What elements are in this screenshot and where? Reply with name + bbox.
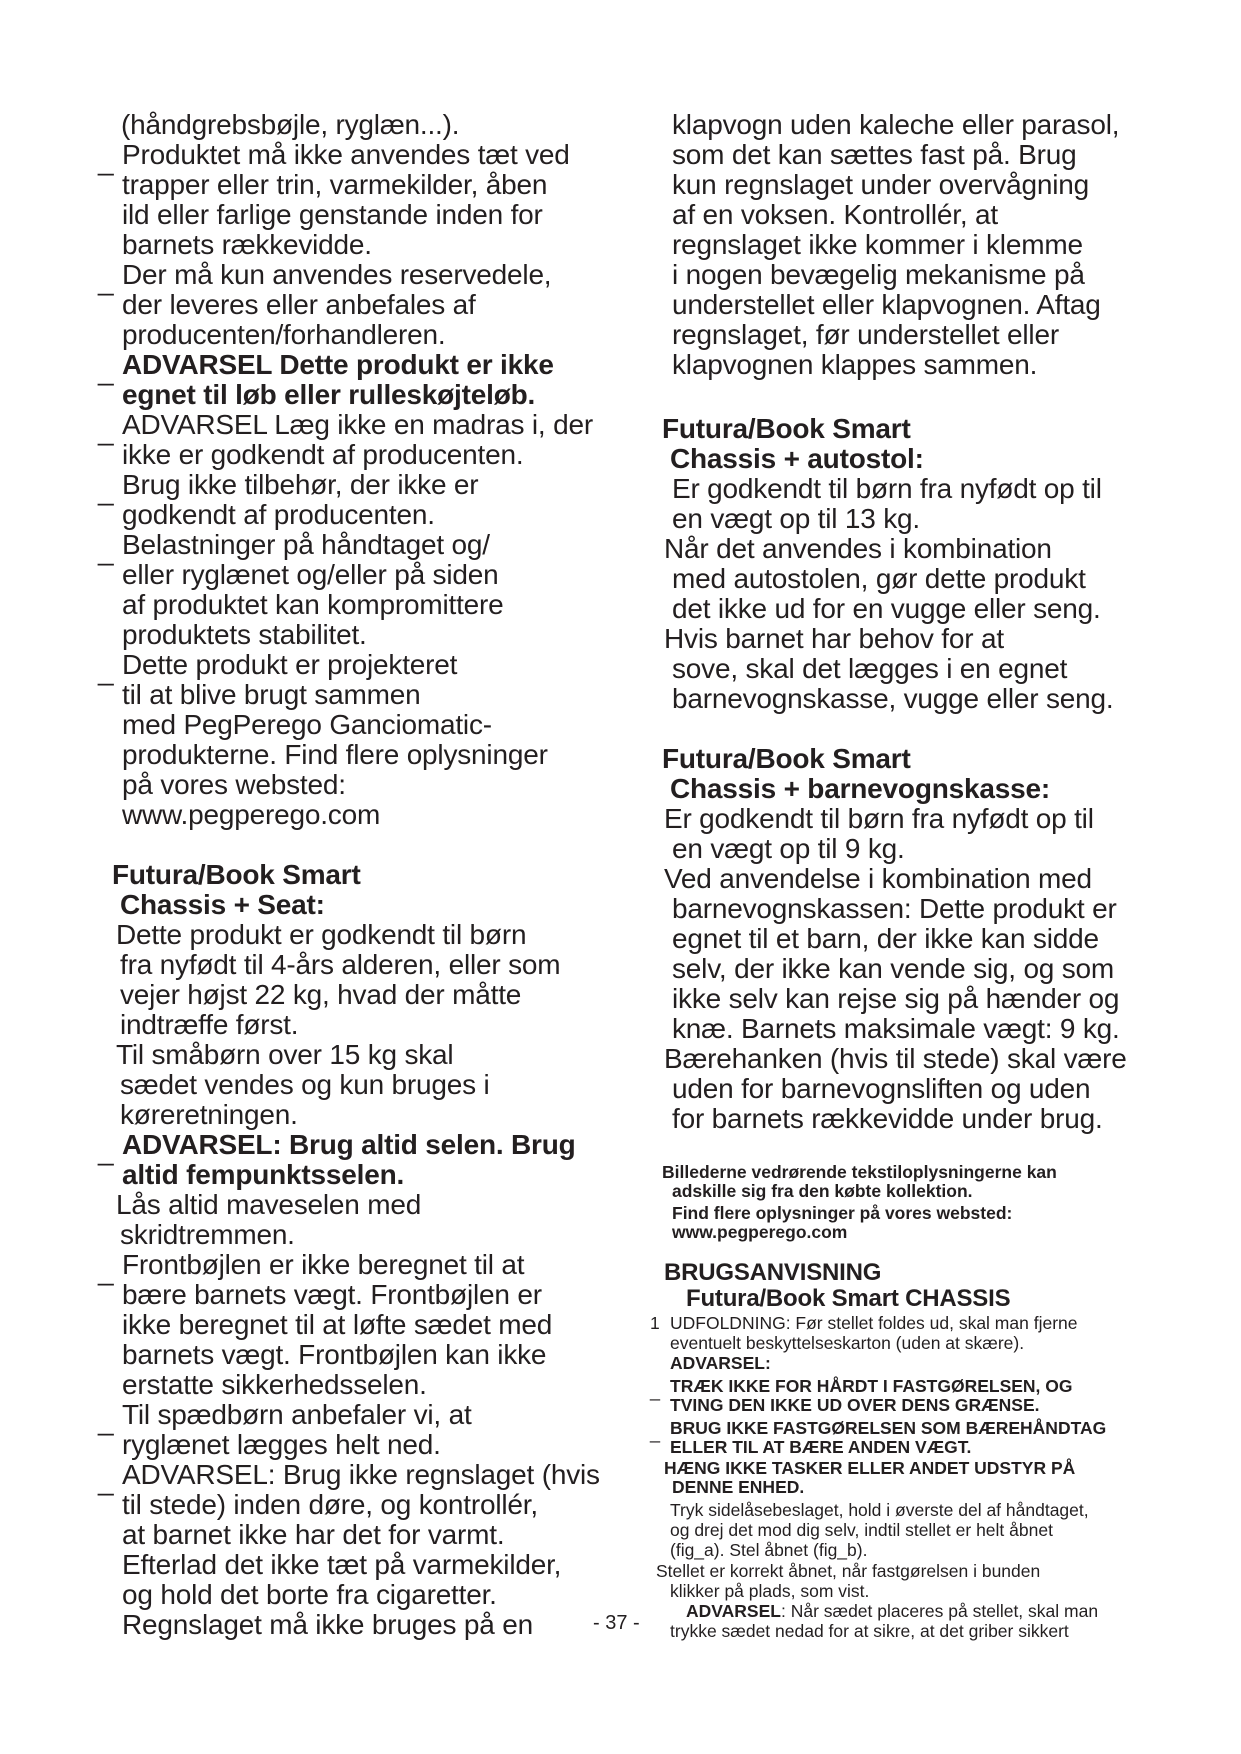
warning-line: HÆNG IKKE TASKER ELLER ANDET UDSTYR PÅ [664, 1458, 1076, 1478]
text-line: barnevognskassen: Dette produkt er [672, 893, 1117, 924]
bullet-dash: _ [98, 145, 114, 176]
text-line: Til spædbørn anbefaler vi, at [122, 1399, 472, 1430]
warning-line: altid fempunktsselen. [122, 1159, 405, 1190]
text-line: ild eller farlige genstande inden for [122, 199, 543, 230]
text-line: ADVARSEL: Brug ikke regnslaget (hvis [122, 1459, 600, 1490]
text-line: understellet eller klapvognen. Aftag [672, 289, 1101, 320]
section-heading: Chassis + Seat: [120, 889, 325, 920]
section-heading: Futura/Book Smart [662, 743, 911, 774]
text-line: til at blive brugt sammen [122, 679, 421, 710]
text-line: produkterne. Find flere oplysninger [122, 739, 548, 770]
text-line: erstatte sikkerhedsselen. [122, 1369, 427, 1400]
text-line: Dette produkt er godkendt til børn [116, 919, 527, 950]
text-line: det ikke ud for en vugge eller seng. [672, 593, 1101, 624]
bullet-dash: _ [98, 1405, 114, 1436]
text-line: Produktet må ikke anvendes tæt ved [122, 139, 570, 170]
text-line: Dette produkt er projekteret [122, 649, 458, 680]
text-line: barnets vægt. Frontbøjlen kan ikke [122, 1339, 547, 1370]
text-line: producenten/forhandleren. [122, 319, 446, 350]
bullet-dash: _ [98, 265, 114, 296]
text-line: produktets stabilitet. [122, 619, 367, 650]
bullet-dash: _ [98, 475, 114, 506]
text-line: Til småbørn over 15 kg skal [116, 1039, 454, 1070]
text-line: Stellet er korrekt åbnet, når fastgørelsen i bunden [656, 1561, 1041, 1581]
bullet-dash: _ [650, 1423, 661, 1443]
text-line: af produktet kan kompromittere [122, 589, 504, 620]
section-heading: Futura/Book Smart [112, 859, 361, 890]
text-line: Brug ikke tilbehør, der ikke er [122, 469, 479, 500]
text-line: Bærehanken (hvis til stede) skal være [664, 1043, 1127, 1074]
text-line: ikke selv kan rejse sig på hænder og [672, 983, 1120, 1014]
text-line: klapvognen klappes sammen. [672, 349, 1038, 380]
warning-label: ADVARSEL: [670, 1353, 771, 1373]
bullet-dash: _ [98, 1255, 114, 1286]
text-line: med PegPerego Ganciomatic- [122, 709, 492, 740]
bullet-dash: _ [650, 1381, 661, 1401]
warning-line: egnet til løb eller rulleskøjteløb. [122, 379, 536, 410]
text-line: Der må kun anvendes reservedele, [122, 259, 552, 290]
text-line: barnevognskasse, vugge eller seng. [672, 683, 1114, 714]
page-number: - 37 - [593, 1612, 640, 1634]
warning-line: ADVARSEL: Brug altid selen. Brug [122, 1129, 576, 1160]
text-line: der leveres eller anbefales af [122, 289, 476, 320]
text-line: selv, der ikke kan vende sig, og som [672, 953, 1115, 984]
text-line: at barnet ikke har det for varmt. [122, 1519, 505, 1550]
text-line: egnet til et barn, der ikke kan sidde [672, 923, 1099, 954]
bullet-dash: _ [98, 655, 114, 686]
final-warning-text: : Når sædet placeres på stellet, skal man [780, 1601, 1099, 1621]
text-line: og drej det mod dig selv, indtil stellet er helt åbnet [670, 1520, 1053, 1540]
text-line: ryglænet lægges helt ned. [122, 1429, 441, 1460]
text-line: bære barnets vægt. Frontbøjlen er [122, 1279, 542, 1310]
text-line: sædet vendes og kun bruges i [120, 1069, 490, 1100]
final-warning [686, 1601, 1098, 1621]
text-line: Regnslaget må ikke bruges på en [122, 1609, 533, 1640]
warning-line: ELLER TIL AT BÆRE ANDEN VÆGT. [670, 1437, 972, 1457]
text-line: med autostolen, gør dette produkt [672, 563, 1086, 594]
text-line: eventuelt beskyttelseskarton (uden at skære). [670, 1333, 1025, 1353]
text-line: i nogen bevægelig mekanisme på [672, 259, 1085, 290]
text-line: indtræffe først. [120, 1009, 299, 1040]
bullet-dash: _ [98, 355, 114, 386]
text-line: vejer højst 22 kg, hvad der måtte [120, 979, 522, 1010]
text-line: Ved anvendelse i kombination med [664, 863, 1092, 894]
warning-line: ADVARSEL Dette produkt er ikke [122, 349, 554, 380]
website-url: www.pegperego.com [122, 799, 381, 830]
text-line: Frontbøjlen er ikke beregnet til at [122, 1249, 525, 1280]
section-heading: Chassis + autostol: [670, 443, 924, 474]
text-line: barnets rækkevidde. [122, 229, 372, 260]
text-line: Når det anvendes i kombination [664, 533, 1052, 564]
text-line: som det kan sættes fast på. Brug [672, 139, 1077, 170]
text-line: af en voksen. Kontrollér, at [672, 199, 998, 230]
text-line: Tryk sidelåsebeslaget, hold i øverste del af håndtaget, [670, 1500, 1089, 1520]
text-line: køreretningen. [120, 1099, 298, 1130]
text-line: Efterlad det ikke tæt på varmekilder, [122, 1549, 562, 1580]
text-line: til stede) inden døre, og kontrollér, [122, 1489, 538, 1520]
text-line: Hvis barnet har behov for at [664, 623, 1004, 654]
text-line: ikke er godkendt af producenten. [122, 439, 524, 470]
notice-line: Find flere oplysninger på vores websted: [672, 1203, 1013, 1223]
text-line: Er godkendt til børn fra nyfødt op til [664, 803, 1094, 834]
text-line: sove, skal det lægges i en egnet [672, 653, 1068, 684]
warning-line: BRUG IKKE FASTGØRELSEN SOM BÆREHÅNDTAG [670, 1418, 1107, 1438]
text-line: klikker på plads, som vist. [670, 1581, 870, 1601]
instructions-subtitle: Futura/Book Smart CHASSIS [686, 1285, 1011, 1312]
text-line: godkendt af producenten. [122, 499, 435, 530]
notice-url: www.pegperego.com [672, 1222, 848, 1242]
warning-line: TRÆK IKKE FOR HÅRDT I FASTGØRELSEN, OG [670, 1376, 1073, 1396]
notice-line: Billederne vedrørende tekstiloplysningerne kan [662, 1162, 1057, 1182]
text-line: Belastninger på håndtaget og/ [122, 529, 490, 560]
text-line: eller ryglænet og/eller på siden [122, 559, 499, 590]
text-line: Er godkendt til børn fra nyfødt op til [672, 473, 1102, 504]
text-line: (håndgrebsbøjle, ryglæn...). [121, 109, 460, 140]
warning-line: DENNE ENHED. [672, 1477, 805, 1497]
notice-line: adskille sig fra den købte kollektion. [672, 1181, 973, 1201]
text-line: en vægt op til 9 kg. [672, 833, 905, 864]
text-line: trykke sædet nedad for at sikre, at det griber sikkert [670, 1621, 1069, 1641]
section-heading: Futura/Book Smart [662, 413, 911, 444]
instructions-title: BRUGSANVISNING [664, 1259, 882, 1286]
text-line: på vores websted: [122, 769, 346, 800]
warning-line: TVING DEN IKKE UD OVER DENS GRÆNSE. [670, 1395, 1040, 1415]
bullet-dash: _ [98, 535, 114, 566]
final-warning-label: ADVARSEL [686, 1601, 781, 1621]
step-number: 1 [650, 1313, 660, 1333]
text-line: og hold det borte fra cigaretter. [122, 1579, 497, 1610]
text-line: regnslaget ikke kommer i klemme [672, 229, 1083, 260]
bullet-dash: _ [98, 1465, 114, 1496]
bullet-dash: _ [98, 1135, 114, 1166]
text-line: UDFOLDNING: Før stellet foldes ud, skal man fjerne [670, 1313, 1078, 1333]
text-line: ADVARSEL Læg ikke en madras i, der [122, 409, 593, 440]
text-line: en vægt op til 13 kg. [672, 503, 920, 534]
text-line: regnslaget, før understellet eller [672, 319, 1059, 350]
bullet-dash: _ [98, 415, 114, 446]
text-line: fra nyfødt til 4-års alderen, eller som [120, 949, 561, 980]
text-line: ikke beregnet til at løfte sædet med [122, 1309, 553, 1340]
text-line: klapvogn uden kaleche eller parasol, [672, 109, 1120, 140]
text-line: knæ. Barnets maksimale vægt: 9 kg. [672, 1013, 1120, 1044]
section-heading: Chassis + barnevognskasse: [670, 773, 1050, 804]
text-line: kun regnslaget under overvågning [672, 169, 1090, 200]
text-line: Lås altid maveselen med [116, 1189, 422, 1220]
text-line: trapper eller trin, varmekilder, åben [122, 169, 548, 200]
text-line: for barnets rækkevidde under brug. [672, 1103, 1103, 1134]
text-line: skridtremmen. [120, 1219, 295, 1250]
text-line: uden for barnevognsliften og uden [672, 1073, 1091, 1104]
text-line: (fig_a). Stel åbnet (fig_b). [670, 1540, 868, 1560]
